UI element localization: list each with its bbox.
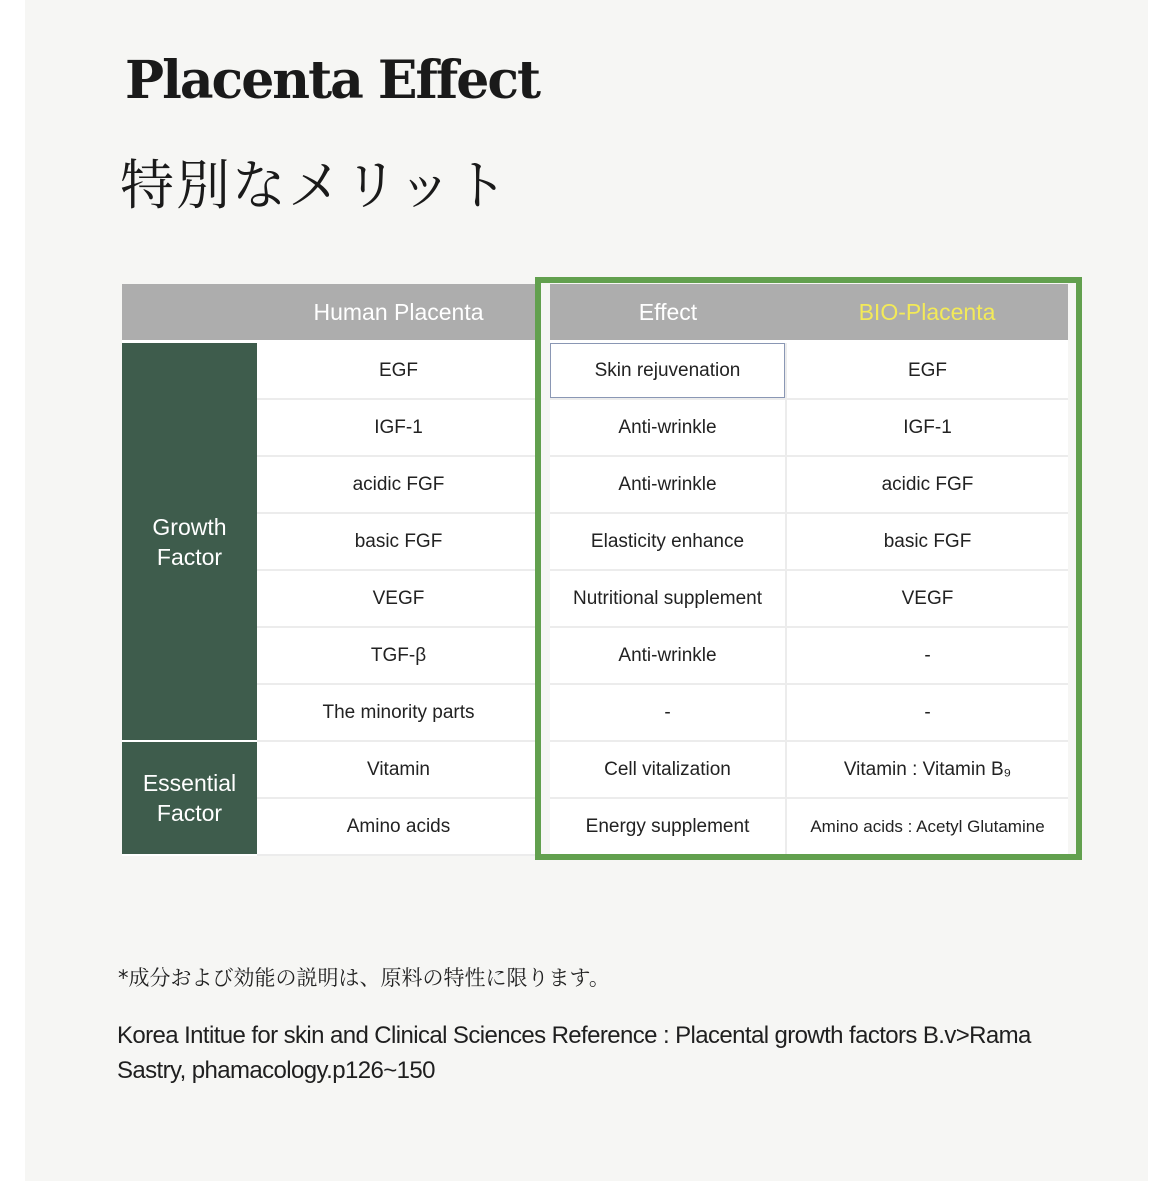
table-row: [122, 342, 1068, 400]
human-cell: TGF-β: [257, 627, 545, 684]
bio-cell: -: [786, 627, 1068, 684]
comparison-table-wrapper: [122, 284, 1068, 856]
human-cell: The minority parts: [257, 684, 545, 741]
table-header-row: [122, 284, 1068, 342]
page-subtitle: 特別なメリット: [120, 154, 510, 217]
table-row: [122, 399, 1068, 456]
bio-cell: Vitamin : Vitamin B₉: [786, 741, 1068, 798]
table-row: [122, 798, 1068, 855]
table-row: [122, 627, 1068, 684]
table-row: [122, 741, 1068, 798]
effect-cell: Anti-wrinkle: [545, 627, 786, 684]
reference-text: Korea Intitue for skin and Clinical Sciences Reference : Placental growth factors B.v>Rama Sastry, phamacology.p126~150: [117, 1022, 1031, 1084]
effect-cell: Nutritional supplement: [545, 570, 786, 627]
human-cell: EGF: [257, 342, 545, 400]
table-row: [122, 570, 1068, 627]
effect-cell: Anti-wrinkle: [545, 399, 786, 456]
bio-cell: -: [786, 684, 1068, 741]
human-cell: Amino acids: [257, 798, 545, 855]
human-cell: IGF-1: [257, 399, 545, 456]
header-group-col: [122, 284, 257, 342]
page-title: Placenta Effect: [125, 50, 540, 111]
bio-cell: EGF: [786, 342, 1068, 400]
bio-cell: VEGF: [786, 570, 1068, 627]
header-human-placenta: Human Placenta: [257, 284, 545, 342]
bio-cell: acidic FGF: [786, 456, 1068, 513]
group-label-growth-factor: Growth Factor: [122, 342, 257, 742]
effect-cell: -: [545, 684, 786, 741]
header-effect: Effect: [545, 284, 786, 342]
table-row: [122, 684, 1068, 741]
human-cell: VEGF: [257, 570, 545, 627]
effect-cell: Anti-wrinkle: [545, 456, 786, 513]
effect-cell: Elasticity enhance: [545, 513, 786, 570]
table-row: [122, 513, 1068, 570]
footnote: *成分および効能の説明は、原料の特性に限ります。: [118, 966, 610, 990]
effect-cell: Cell vitalization: [545, 741, 786, 798]
human-cell: acidic FGF: [257, 456, 545, 513]
human-cell: basic FGF: [257, 513, 545, 570]
header-bio-placenta: BIO-Placenta: [786, 284, 1068, 342]
group-label-essential-factor: Essential Factor: [122, 741, 257, 855]
effect-cell: Skin rejuvenation: [545, 342, 786, 400]
bio-cell: basic FGF: [786, 513, 1068, 570]
bio-cell: Amino acids : Acetyl Glutamine: [786, 798, 1068, 855]
comparison-table: [122, 284, 1068, 856]
human-cell: Vitamin: [257, 741, 545, 798]
effect-cell: Energy supplement: [545, 798, 786, 855]
bio-cell: IGF-1: [786, 399, 1068, 456]
table-row: [122, 456, 1068, 513]
